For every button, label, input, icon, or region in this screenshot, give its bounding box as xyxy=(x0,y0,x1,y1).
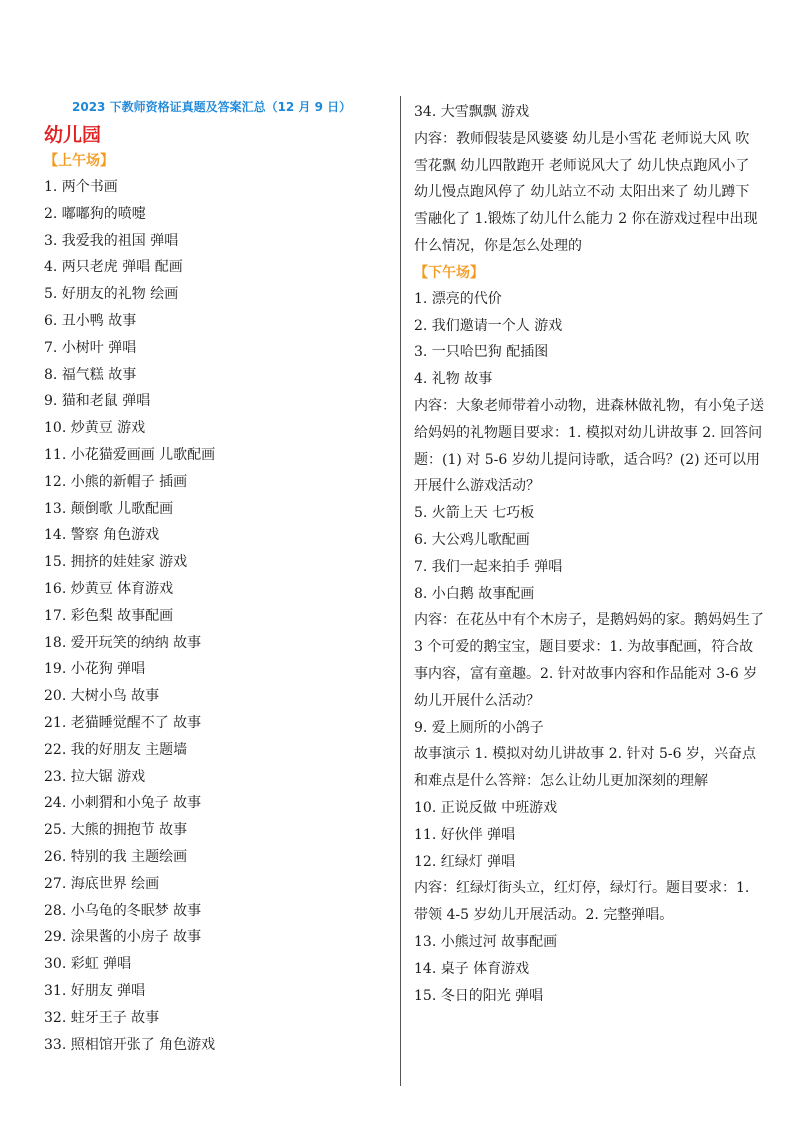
afternoon-item-list xyxy=(414,286,764,393)
list-item: 13. 小熊过河 故事配画 xyxy=(414,933,558,950)
section-heading-kindergarten: 幼儿园 xyxy=(44,124,102,146)
list-item: 17. 彩色梨 故事配画 xyxy=(44,607,174,624)
session-heading-morning: 【上午场】 xyxy=(44,153,114,169)
list-item: 3. 一只哈巴狗 配插图 xyxy=(414,344,549,361)
list-item: 12. 红绿灯 弹唱 xyxy=(414,853,516,870)
list-item: 8. 小白鹅 故事配画 xyxy=(414,585,535,602)
list-item: 18. 爱开玩笑的纳纳 故事 xyxy=(44,634,202,651)
list-item: 7. 我们一起来拍手 弹唱 xyxy=(414,558,563,575)
item-description: 内容：教师假装是风婆婆 幼儿是小雪花 老师说大风 吹 雪花飘 幼儿四散跑开 老师说风大了 幼儿快点跑风小了 幼儿慢点跑风停了 幼儿站立不动 太阳出来了 幼儿蹲下 雪融化了 1.锻炼了幼儿什么能力 2 你在游戏过程中出现什么情况，你是怎么处理的 xyxy=(414,130,758,254)
list-item: 29. 涂果酱的小房子 故事 xyxy=(44,929,202,946)
list-item: 31. 好朋友 弹唱 xyxy=(44,982,146,999)
list-item: 9. 猫和老鼠 弹唱 xyxy=(44,393,151,410)
list-item: 21. 老猫睡觉醒不了 故事 xyxy=(44,714,202,731)
list-item: 1. 漂亮的代价 xyxy=(414,290,502,307)
list-item: 34. 大雪飘飘 游戏 xyxy=(414,104,530,120)
list-item: 7. 小树叶 弹唱 xyxy=(44,339,137,356)
list-item: 5. 火箭上天 七巧板 xyxy=(414,505,535,522)
list-item: 9. 爱上厕所的小鸽子 xyxy=(414,719,544,736)
item-description: 内容：在花丛中有个木房子，是鹅妈妈的家。鹅妈妈生了 3 个可爱的鹅宝宝，题目要求：1. 为故事配画，符合故事内容，富有童趣。2. 针对故事内容和作品能对 3-6 岁幼儿开展什么活动？ xyxy=(414,612,764,709)
session-heading-afternoon: 【下午场】 xyxy=(414,264,484,281)
list-item: 16. 炒黄豆 体育游戏 xyxy=(44,580,174,597)
list-item: 33. 照相馆开张了 角色游戏 xyxy=(44,1036,216,1053)
list-item: 27. 海底世界 绘画 xyxy=(44,875,160,892)
list-item: 8. 福气糕 故事 xyxy=(44,366,137,383)
morning-item-list xyxy=(44,174,394,1058)
list-item: 1. 两个书画 xyxy=(44,179,118,195)
list-item: 6. 大公鸡儿歌配画 xyxy=(414,531,530,548)
list-item: 32. 蛀牙王子 故事 xyxy=(44,1009,160,1026)
item-description: 内容：红绿灯街头立，红灯停，绿灯行。题目要求：1. 带领 4-5 岁幼儿开展活动。2. 完整弹唱。 xyxy=(414,880,750,924)
list-item: 19. 小花狗 弹唱 xyxy=(44,661,146,678)
list-item: 28. 小乌龟的冬眠梦 故事 xyxy=(44,902,202,919)
list-item: 15. 拥挤的娃娃家 游戏 xyxy=(44,554,188,571)
right-column xyxy=(414,99,764,1009)
list-item: 5. 好朋友的礼物 绘画 xyxy=(44,286,179,303)
afternoon-item-list xyxy=(414,500,764,607)
list-item: 25. 大熊的拥抱节 故事 xyxy=(44,822,188,839)
list-item: 30. 彩虹 弹唱 xyxy=(44,956,132,973)
list-item: 14. 警察 角色游戏 xyxy=(44,527,160,544)
list-item: 4. 礼物 故事 xyxy=(414,371,493,388)
item-description: 故事演示 1. 模拟对幼儿讲故事 2. 针对 5-6 岁，兴奋点和难点是什么答辩：怎么让幼儿更加深刻的理解 xyxy=(414,746,756,790)
list-item: 3. 我爱我的祖国 弹唱 xyxy=(44,232,179,249)
list-item: 15. 冬日的阳光 弹唱 xyxy=(414,987,544,1004)
list-item: 20. 大树小鸟 故事 xyxy=(44,688,160,705)
list-item: 14. 桌子 体育游戏 xyxy=(414,960,530,977)
list-item: 4. 两只老虎 弹唱 配画 xyxy=(44,259,183,276)
item-description: 内容：大象老师带着小动物，进森林做礼物，有小兔子送给妈妈的礼物题目要求：1. 模拟对幼儿讲故事 2. 回答问题：(1) 对 5-6 岁幼儿提问诗歌，适合吗？(2) 还可以用开展什么游戏活动？ xyxy=(414,397,764,495)
list-item: 23. 拉大锯 游戏 xyxy=(44,768,146,785)
afternoon-item-list xyxy=(414,929,764,1009)
list-item: 11. 小花猫爱画画 儿歌配画 xyxy=(44,446,216,463)
column-divider xyxy=(400,96,401,1086)
list-item: 12. 小熊的新帽子 插画 xyxy=(44,473,188,490)
list-item: 2. 我们邀请一个人 游戏 xyxy=(414,317,563,334)
list-item: 6. 丑小鸭 故事 xyxy=(44,312,137,329)
list-item: 2. 嘟嘟狗的喷嚏 xyxy=(44,205,146,222)
list-item: 10. 正说反做 中班游戏 xyxy=(414,799,558,816)
left-column xyxy=(44,122,394,1058)
list-item: 13. 颠倒歌 儿歌配画 xyxy=(44,500,174,517)
page-title: 2023 下教师资格证真题及答案汇总（12 月 9 日） xyxy=(72,100,352,114)
list-item: 24. 小刺猬和小兔子 故事 xyxy=(44,795,202,812)
afternoon-item-list xyxy=(414,795,764,875)
list-item: 10. 炒黄豆 游戏 xyxy=(44,420,146,437)
list-item: 22. 我的好朋友 主题墙 xyxy=(44,741,188,758)
list-item: 26. 特别的我 主题绘画 xyxy=(44,848,188,865)
list-item: 11. 好伙伴 弹唱 xyxy=(414,826,516,843)
